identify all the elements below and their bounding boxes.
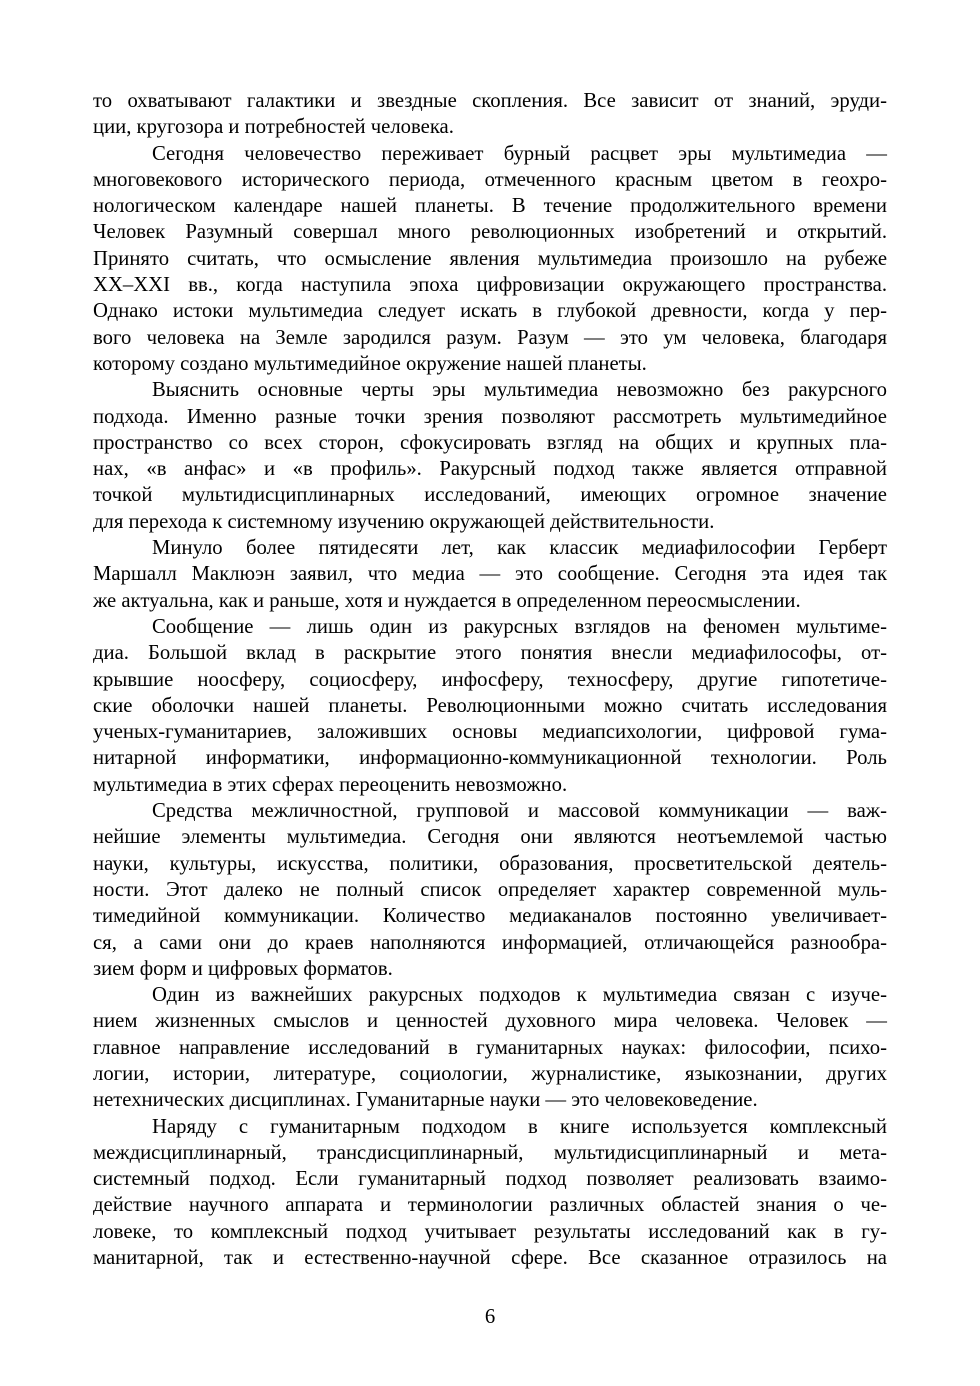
text-line: нитарной информатики, информационно-коммуникационной технологии. Роль bbox=[93, 747, 887, 770]
text-line: тимедийной коммуникации. Количество медиаканалов постоянно увеличивает- bbox=[93, 905, 887, 928]
paragraph bbox=[93, 982, 887, 1113]
text-line: междисциплинарный, трансдисциплинарный, мультидисциплинарный и мета- bbox=[93, 1141, 887, 1164]
text-line: нейшие элементы мультимедиа. Сегодня они являются неотъемлемой частью bbox=[93, 826, 887, 849]
paragraph bbox=[93, 141, 887, 378]
text-line: ции, кругозора и потребностей человека. bbox=[93, 116, 454, 139]
text-line: для перехода к системному изучению окружающей действительности. bbox=[93, 510, 715, 533]
text-line: подхода. Именно разные точки зрения позволяют рассмотреть мультимедийное bbox=[93, 405, 887, 428]
text-line: зием форм и цифровых форматов. bbox=[93, 957, 393, 980]
text-line: Наряду с гуманитарным подходом в книге используется комплексный bbox=[152, 1115, 887, 1138]
text-line: Маршалл Маклюэн заявил, что медиа — это сообщение. Сегодня эта идея так bbox=[93, 563, 887, 586]
text-line: крывшие ноосферу, социосферу, инфосферу, техносферу, другие гипотетиче- bbox=[93, 668, 887, 691]
text-line: Выяснить основные черты эры мультимедиа невозможно без ракурсного bbox=[152, 379, 887, 402]
text-line: XX–XXI вв., когда наступила эпоха цифровизации окружающего пространства. bbox=[93, 274, 887, 297]
text-line: Сегодня человечество переживает бурный расцвет эры мультимедиа — bbox=[152, 142, 887, 165]
text-line: Сообщение — лишь один из ракурсных взглядов на феномен мультиме- bbox=[152, 615, 887, 638]
page-number: 6 bbox=[484, 1306, 496, 1328]
text-line: вого человека на Земле зародился разум. Разум — это ум человека, благодаря bbox=[93, 326, 887, 349]
text-line: Минуло более пятидесяти лет, как классик медиафилософии Герберт bbox=[152, 537, 887, 560]
text-line: науки, культуры, искусства, политики, образования, просветительской деятель- bbox=[93, 852, 887, 875]
text-line: нием жизненных смыслов и ценностей духовного мира человека. Человек — bbox=[93, 1010, 887, 1033]
text-line: Средства межличностной, групповой и массовой коммуникации — важ- bbox=[152, 800, 887, 823]
text-line: ученых-гуманитариев, заложивших основы медиапсихологии, цифровой гума- bbox=[93, 721, 887, 744]
text-line: мультимедиа в этих сферах переоценить невозможно. bbox=[93, 773, 568, 796]
text-line: манитарной, так и естественно-научной сфере. Все сказанное отразилось на bbox=[93, 1247, 887, 1270]
text-line: нах, «в анфас» и «в профиль». Ракурсный подход также является отправной bbox=[93, 458, 887, 481]
text-line: Однако истоки мультимедиа следует искать в глубокой древности, когда у пер- bbox=[93, 300, 887, 323]
text-line: ности. Этот далеко не полный список определяет характер современной муль- bbox=[93, 878, 887, 901]
text-line: ся, а сами они до краев наполняются информацией, отличающейся разнообра- bbox=[93, 931, 887, 954]
text-line: ловеке, то комплексный подход учитывает результаты исследований как в гу- bbox=[93, 1220, 887, 1243]
paragraph bbox=[93, 1114, 887, 1272]
text-line: Принято считать, что осмысление явления мультимедиа произошло на рубеже bbox=[93, 247, 887, 270]
text-line: ские оболочки нашей планеты. Революционными можно считать исследования bbox=[93, 694, 887, 717]
text-line: точкой мультидисциплинарных исследований, имеющих огромное значение bbox=[93, 484, 887, 507]
text-line: же актуальна, как и раньше, хотя и нуждается в определенном переосмыслении. bbox=[93, 589, 801, 612]
body-text bbox=[93, 88, 887, 1271]
text-line: нетехнических дисциплинах. Гуманитарные науки — это человековедение. bbox=[93, 1089, 758, 1112]
text-line: нологическом календаре нашей планеты. В течение продолжительного времени bbox=[93, 195, 887, 218]
paragraph bbox=[93, 88, 887, 141]
text-line: главное направление исследований в гуманитарных науках: философии, психо- bbox=[93, 1036, 887, 1059]
text-line: Человек Разумный совершал много революционных изобретений и открытий. bbox=[93, 221, 887, 244]
paragraph bbox=[93, 535, 887, 614]
text-line: системный подход. Если гуманитарный подход позволяет реализовать взаимо- bbox=[93, 1168, 887, 1191]
paragraph bbox=[93, 614, 887, 798]
text-line: многовекового исторического периода, отмеченного красным цветом в геохро- bbox=[93, 168, 887, 191]
text-line: пространство со всех сторон, сфокусировать взгляд на общих и крупных пла- bbox=[93, 431, 887, 454]
text-line: действие научного аппарата и терминологии различных областей знания о че- bbox=[93, 1194, 887, 1217]
text-line: то охватывают галактики и звездные скопления. Все зависит от знаний, эруди- bbox=[93, 90, 887, 112]
text-line: которому создано мультимедийное окружение нашей планеты. bbox=[93, 352, 647, 375]
text-line: диа. Большой вклад в раскрытие этого понятия внесли медиафилософы, от- bbox=[93, 642, 887, 665]
text-line: Один из важнейших ракурсных подходов к мультимедиа связан с изуче- bbox=[152, 984, 887, 1007]
text-line: логии, истории, литературе, социологии, журналистике, языкознании, других bbox=[93, 1062, 887, 1085]
paragraph bbox=[93, 798, 887, 982]
paragraph bbox=[93, 377, 887, 535]
